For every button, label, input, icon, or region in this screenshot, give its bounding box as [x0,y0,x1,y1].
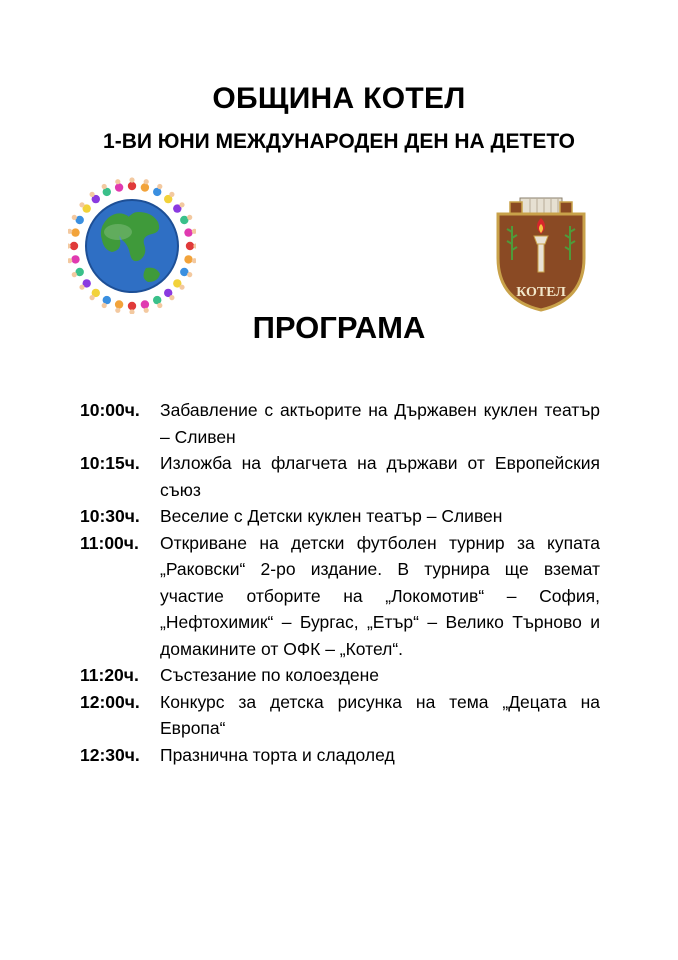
schedule-item [80,530,600,663]
schedule-item [80,450,600,503]
schedule-time: 10:00ч. [80,400,140,420]
schedule-time: 11:20ч. [80,665,139,685]
schedule-time: 12:00ч. [80,691,140,712]
program-schedule [80,397,600,768]
schedule-text: Изложба на флагчета на държави от Европейския съюз [160,453,600,500]
program-heading: ПРОГРАМА [252,310,426,345]
page-subtitle: 1-ВИ ЮНИ МЕЖДУНАРОДЕН ДЕН НА ДЕТЕТО [103,130,575,153]
schedule-time: 10:15ч. [80,453,140,473]
schedule-time: 12:30ч. [80,744,140,765]
schedule-item [80,689,600,742]
kotel-coat-of-arms [492,196,590,312]
schedule-text: Забавление с актьорите на Държавен куклен театър – Сливен [160,400,600,447]
page-title: ОБЩИНА КОТЕЛ [212,82,466,115]
schedule-time: 11:00ч. [80,532,139,553]
globe-children-icon [68,176,196,314]
schedule-item [80,742,600,769]
schedule-text: Откриване на детски футболен турнир за купата „Раковски“ 2-ро издание. В турнира ще вземат участие отборите на „Локомотив“ – София, „Нефтохимик“ – Бургас, „Етър“ – Велико Търново и домакините от ОФК – „Котел“. [160,532,600,659]
schedule-item [80,397,600,450]
schedule-text: Състезание по колоездене [160,665,380,685]
schedule-item [80,662,600,689]
schedule-text: Празнична торта и сладолед [160,744,395,765]
schedule-text: Конкурс за детска рисунка на тема „Децата на Европа“ [160,691,600,738]
schedule-text: Веселие с Детски куклен театър – Сливен [160,506,503,526]
schedule-time: 10:30ч. [80,506,140,526]
schedule-item [80,503,600,530]
crest-text: КОТЕЛ [516,285,566,300]
